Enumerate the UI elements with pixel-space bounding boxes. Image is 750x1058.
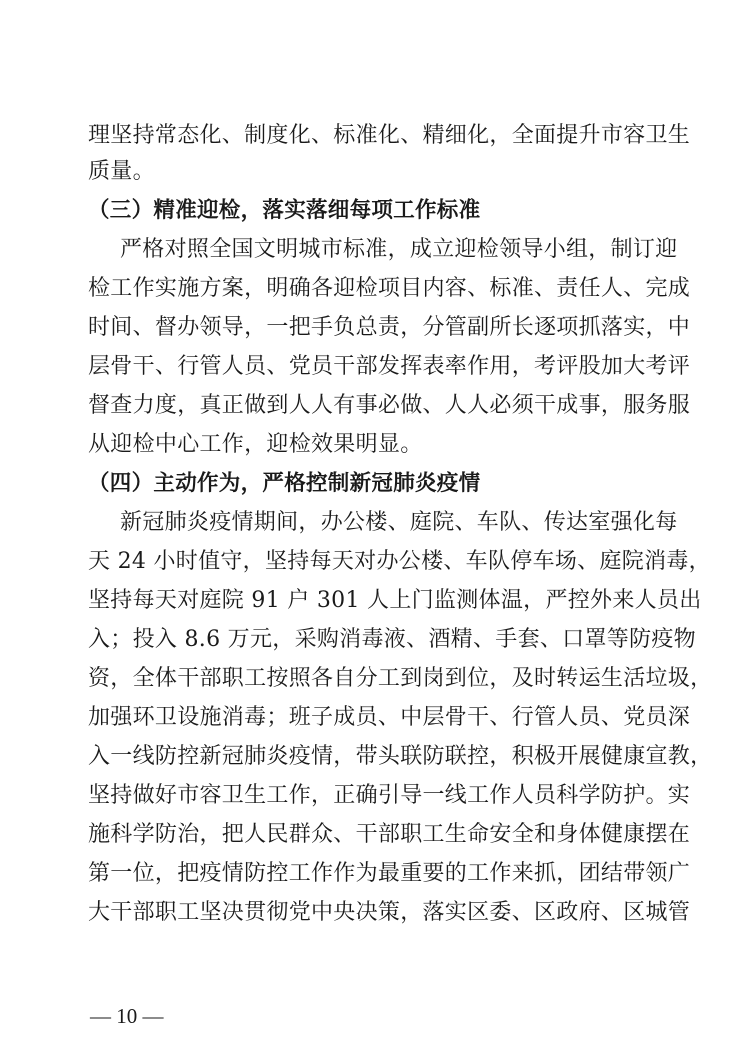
section-heading-4: （四）主动作为，严格控制新冠肺炎疫情 [88,471,481,496]
body-line-2: 质量。 [88,159,155,184]
body-line-16: 加强环卫设施消毒；班子成员、中层骨干、行管人员、党员深 [88,705,691,730]
body-line-21: 大干部职工坚决贯彻党中央决策，落实区委、区政府、区城管 [88,900,691,925]
body-line-7: 层骨干、行管人员、党员干部发挥表率作用，考评股加大考评 [88,354,691,379]
body-line-19: 施科学防治，把人民群众、干部职工生命安全和身体健康摆在 [88,822,691,847]
body-line-9: 从迎检中心工作，迎检效果明显。 [88,432,423,457]
body-line-17: 入一线防控新冠肺炎疫情，带头联防联控，积极开展健康宣教， [88,744,713,769]
body-line-8: 督查力度，真正做到人人有事必做、人人必须干成事，服务服 [88,393,691,418]
body-line-5: 检工作实施方案，明确各迎检项目内容、标准、责任人、完成 [88,276,691,301]
body-line-15: 资，全体干部职工按照各自分工到岗到位，及时转运生活垃圾， [88,666,713,691]
body-line-6: 时间、督办领导，一把手负总责，分管副所长逐项抓落实，中 [88,315,691,340]
body-line-11: 新冠肺炎疫情期间，办公楼、庭院、车队、传达室强化每 [120,510,678,535]
body-line-12: 天 24 小时值守，坚持每天对办公楼、车队停车场、庭院消毒， [88,549,711,574]
body-line-18: 坚持做好市容卫生工作，正确引导一线工作人员科学防护。实 [88,783,691,808]
body-line-4: 严格对照全国文明城市标准，成立迎检领导小组，制订迎 [120,237,678,262]
body-line-13: 坚持每天对庭院 91 户 301 人上门监测体温，严控外来人员出 [88,588,702,613]
page-number: — 10 — [90,1004,164,1028]
section-heading-3: （三）精准迎检，落实落细每项工作标准 [88,198,481,223]
body-line-20: 第一位，把疫情防控工作作为最重要的工作来抓，团结带领广 [88,861,691,886]
body-line-1: 理坚持常态化、制度化、标准化、精细化，全面提升市容卫生 [88,123,691,148]
body-line-14: 入；投入 8.6 万元，采购消毒液、酒精、手套、口罩等防疫物 [88,627,696,652]
